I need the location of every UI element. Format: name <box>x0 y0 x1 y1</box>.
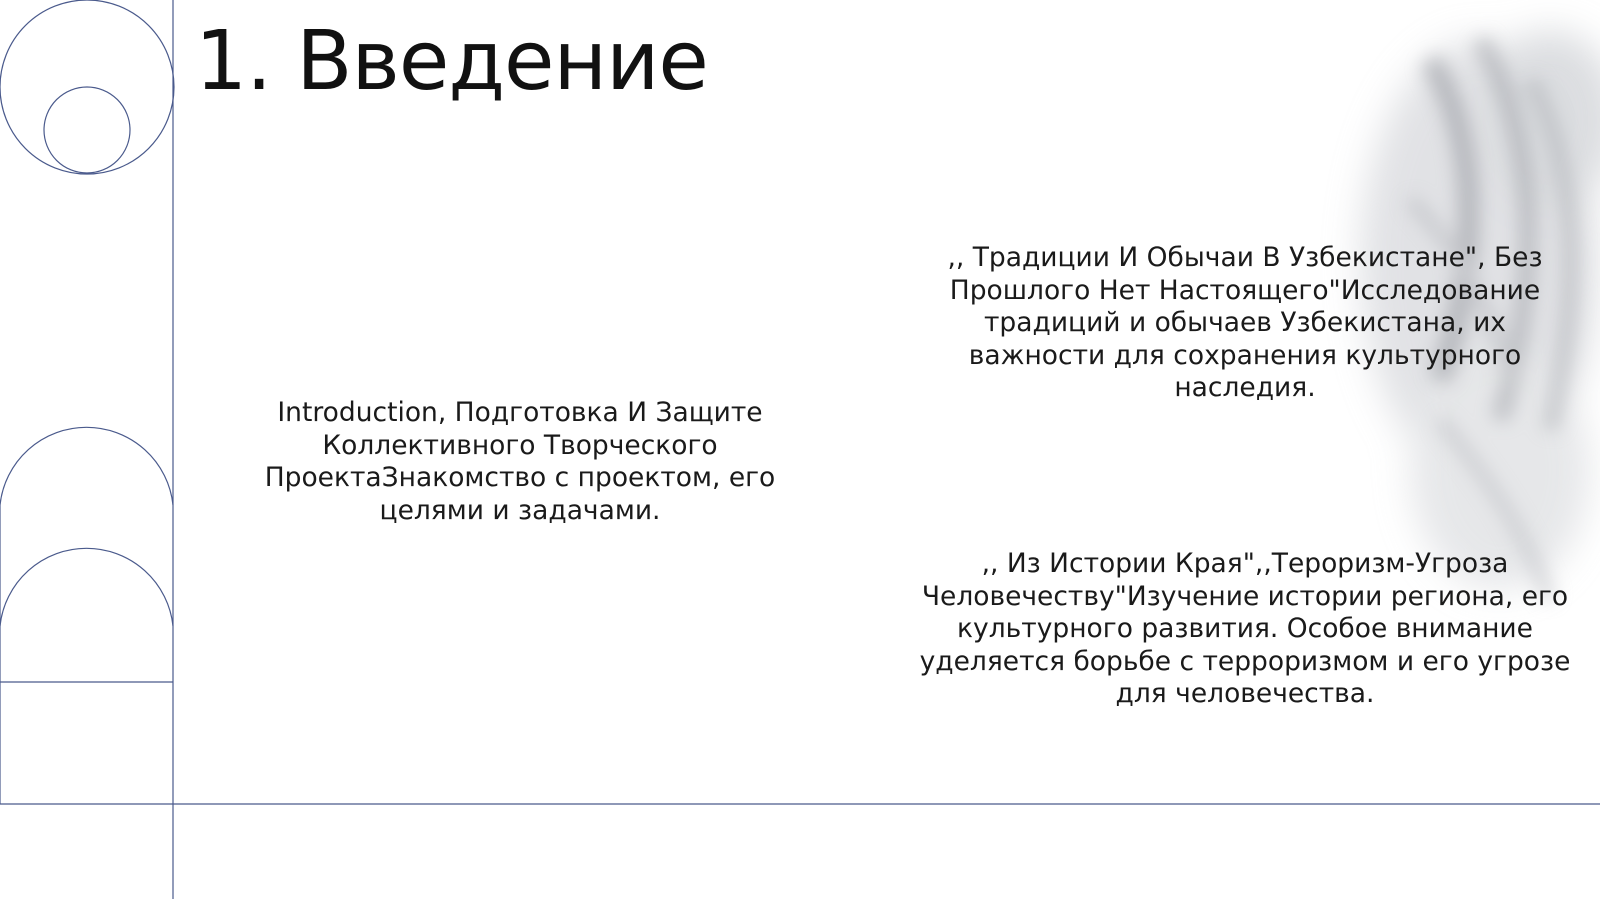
small-circle <box>44 87 130 173</box>
upper-arch <box>0 427 173 804</box>
history-text-block: ,, Из Истории Края",,Тероризм-Угроза Человечеству"Изучение истории региона, его культурного развития. Особое внимание уделяется борьбе с терроризмом и его угрозе для человечества. <box>919 548 1571 709</box>
lower-arch <box>0 548 173 626</box>
slide-title: 1. Введение <box>195 14 708 109</box>
traditions-text-block: ,, Традиции И Обычаи В Узбекистане", Без Прошлого Нет Настоящего"Исследование традиций и обычаев Узбекистана, их важности для сохранения культурного наследия. <box>947 242 1543 403</box>
intro-text-block: Introduction, Подготовка И Защите Коллективного Творческого ПроектаЗнакомство с проектом, его целями и задачами. <box>264 397 776 526</box>
